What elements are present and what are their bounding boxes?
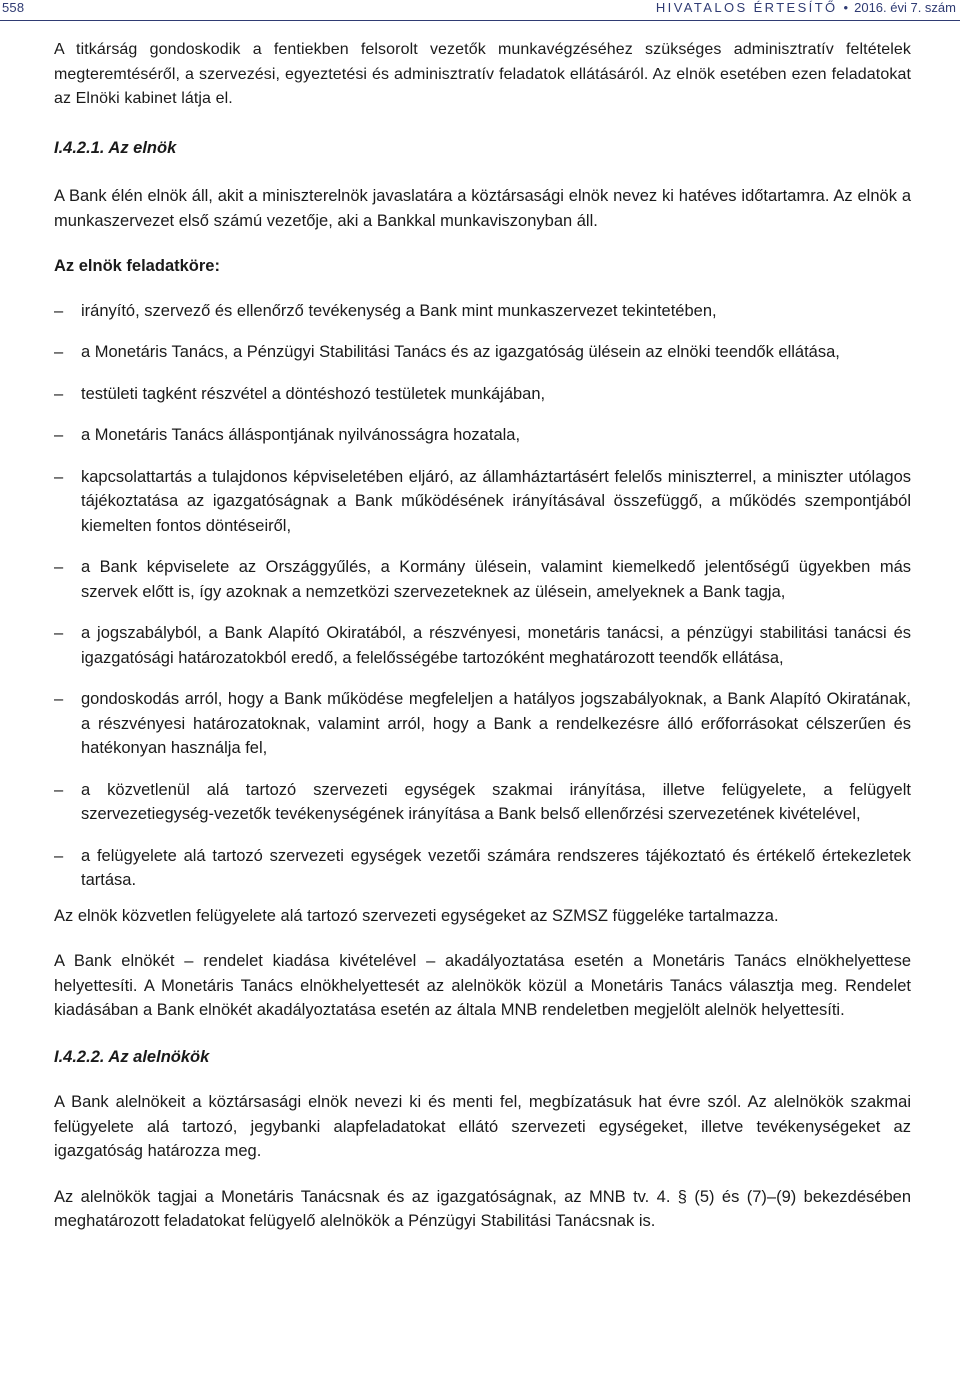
dash-bullet: – <box>54 690 64 708</box>
header-publication <box>656 0 956 15</box>
list-item: – a felügyelete alá tartozó szervezeti egységek vezetői számára rendszeres tájékoztató és értékelő értekezletek tartása. <box>54 844 911 893</box>
alelnokok-paragraph-2: Az alelnökök tagjai a Monetáris Tanácsnak és az igazgatóságnak, az MNB tv. 4. § (5) és (7)–(9) bekezdésében meghatározott feladatokat felügyelő alelnökök a Pénzügyi Stabilitási Tanácsnak is. <box>54 1187 911 1230</box>
duties-title: Az elnök feladatköre: <box>54 257 220 275</box>
dash-bullet: – <box>54 384 64 403</box>
list-item: – testületi tagként részvétel a döntéshozó testületek munkájában, <box>54 382 911 407</box>
dash-bullet: – <box>54 558 64 576</box>
page-number: 558 <box>2 0 25 15</box>
alelnokok-paragraph-1: A Bank alelnökeit a köztársasági elnök nevezi ki és menti fel, megbízatásuk hat évre szól. Az alelnökök szakmai felügyelete alá tartozó, jegybanki alapfeladatokat ellátó szervezeti egységeket, illetve tevékenységeket az igazgatóság határozza meg. <box>54 1093 911 1160</box>
elnok-paragraph: A Bank élén elnök áll, akit a miniszterelnök javaslatára a köztársasági elnök nevez ki hatéves időtartamra. Az elnök a munkaszervezet első számú vezetője, aki a Bankkal munkaviszonyban áll. <box>54 187 911 230</box>
list-item: – irányító, szervező és ellenőrző tevékenység a Bank mint munkaszervezet tekintetében, <box>54 299 911 324</box>
list-item: – a jogszabályból, a Bank Alapító Okiratából, a részvényesi, monetáris tanácsi, a pénzügyi stabilitási tanácsi és igazgatósági határozatokból eredő, a felelősségébe tartozóként meghatározott teendők ellátása, <box>54 621 911 670</box>
section-heading-alelnokok: I.4.2.2. Az alelnökök <box>54 1047 210 1066</box>
dash-bullet: – <box>54 343 64 361</box>
list-item: – gondoskodás arról, hogy a Bank működése megfeleljen a hatályos jogszabályoknak, a Bank Alapító Okiratának, a részvényesi határozatoknak, valamint arról, hogy a Bank a rendelkezésre álló erőforrásokat célszerűen és hatékonyan használja fel, <box>54 687 911 761</box>
dash-bullet: – <box>54 624 64 642</box>
duties-list <box>54 299 911 893</box>
dash-bullet: – <box>54 426 64 444</box>
dash-bullet: – <box>54 846 64 865</box>
header-separator: • <box>843 0 849 15</box>
journal-title: HIVATALOS ÉRTESÍTŐ <box>655 0 838 15</box>
document-body <box>54 38 911 1234</box>
header-rule <box>0 20 960 21</box>
list-item: – a Bank képviselete az Országgyűlés, a Kormány ülésein, valamint kiemelkedő jelentőségű ügyekben más szervek előtt is, így azoknak a nemzetközi szervezeteknek az ülésein, amelyeknek a Bank tagja, <box>54 555 911 604</box>
supervised-units-paragraph: Az elnök közvetlen felügyelete alá tartozó szervezeti egységeket az SZMSZ függeléke tartalmazza. <box>54 906 779 925</box>
section-heading-elnok: I.4.2.1. Az elnök <box>54 138 177 157</box>
issue-number: 2016. évi 7. szám <box>854 0 956 15</box>
dash-bullet: – <box>54 467 64 486</box>
dash-bullet: – <box>54 301 64 320</box>
deputy-paragraph: A Bank elnökét – rendelet kiadása kivételével – akadályoztatása esetén a Monetáris Tanács elnökhelyettese helyettesíti. A Monetáris Tanács elnökhelyettesét az alelnökök közül a Monetáris Tanács választja meg. Rendelet kiadásában a Bank elnökét akadályoztatása esetén az általa MNB rendeletben megjelölt alelnök helyettesíti. <box>54 952 911 1019</box>
list-item: – kapcsolattartás a tulajdonos képviseletében eljáró, az államháztartásért felelős miniszterrel, a miniszter utólagos tájékoztatása az igazgatóságnak a Bank működésének irányításával összefüggő, a működés szempontjából kiemelten fontos döntéseiről, <box>54 465 911 539</box>
list-item: – a közvetlenül alá tartozó szervezeti egységek szakmai irányítása, illetve felügyelete, a felügyelt szervezetiegység-vezetők tevékenységének irányítása a Bank belső ellenőrzési szervezetének kivételével, <box>54 778 911 827</box>
list-item: – a Monetáris Tanács álláspontjának nyilvánosságra hozatala, <box>54 423 911 448</box>
list-item: – a Monetáris Tanács, a Pénzügyi Stabilitási Tanács és az igazgatóság ülésein az elnöki teendők ellátása, <box>54 340 911 365</box>
dash-bullet: – <box>54 780 64 799</box>
intro-paragraph: A titkárság gondoskodik a fentiekben felsorolt vezetők munkavégzéséhez szükséges adminisztratív feltételek megteremtéséről, a szervezési, egyeztetési és adminisztratív feladatok ellátásáról. Az elnök esetében ezen feladatokat az Elnöki kabinet látja el. <box>54 41 911 107</box>
